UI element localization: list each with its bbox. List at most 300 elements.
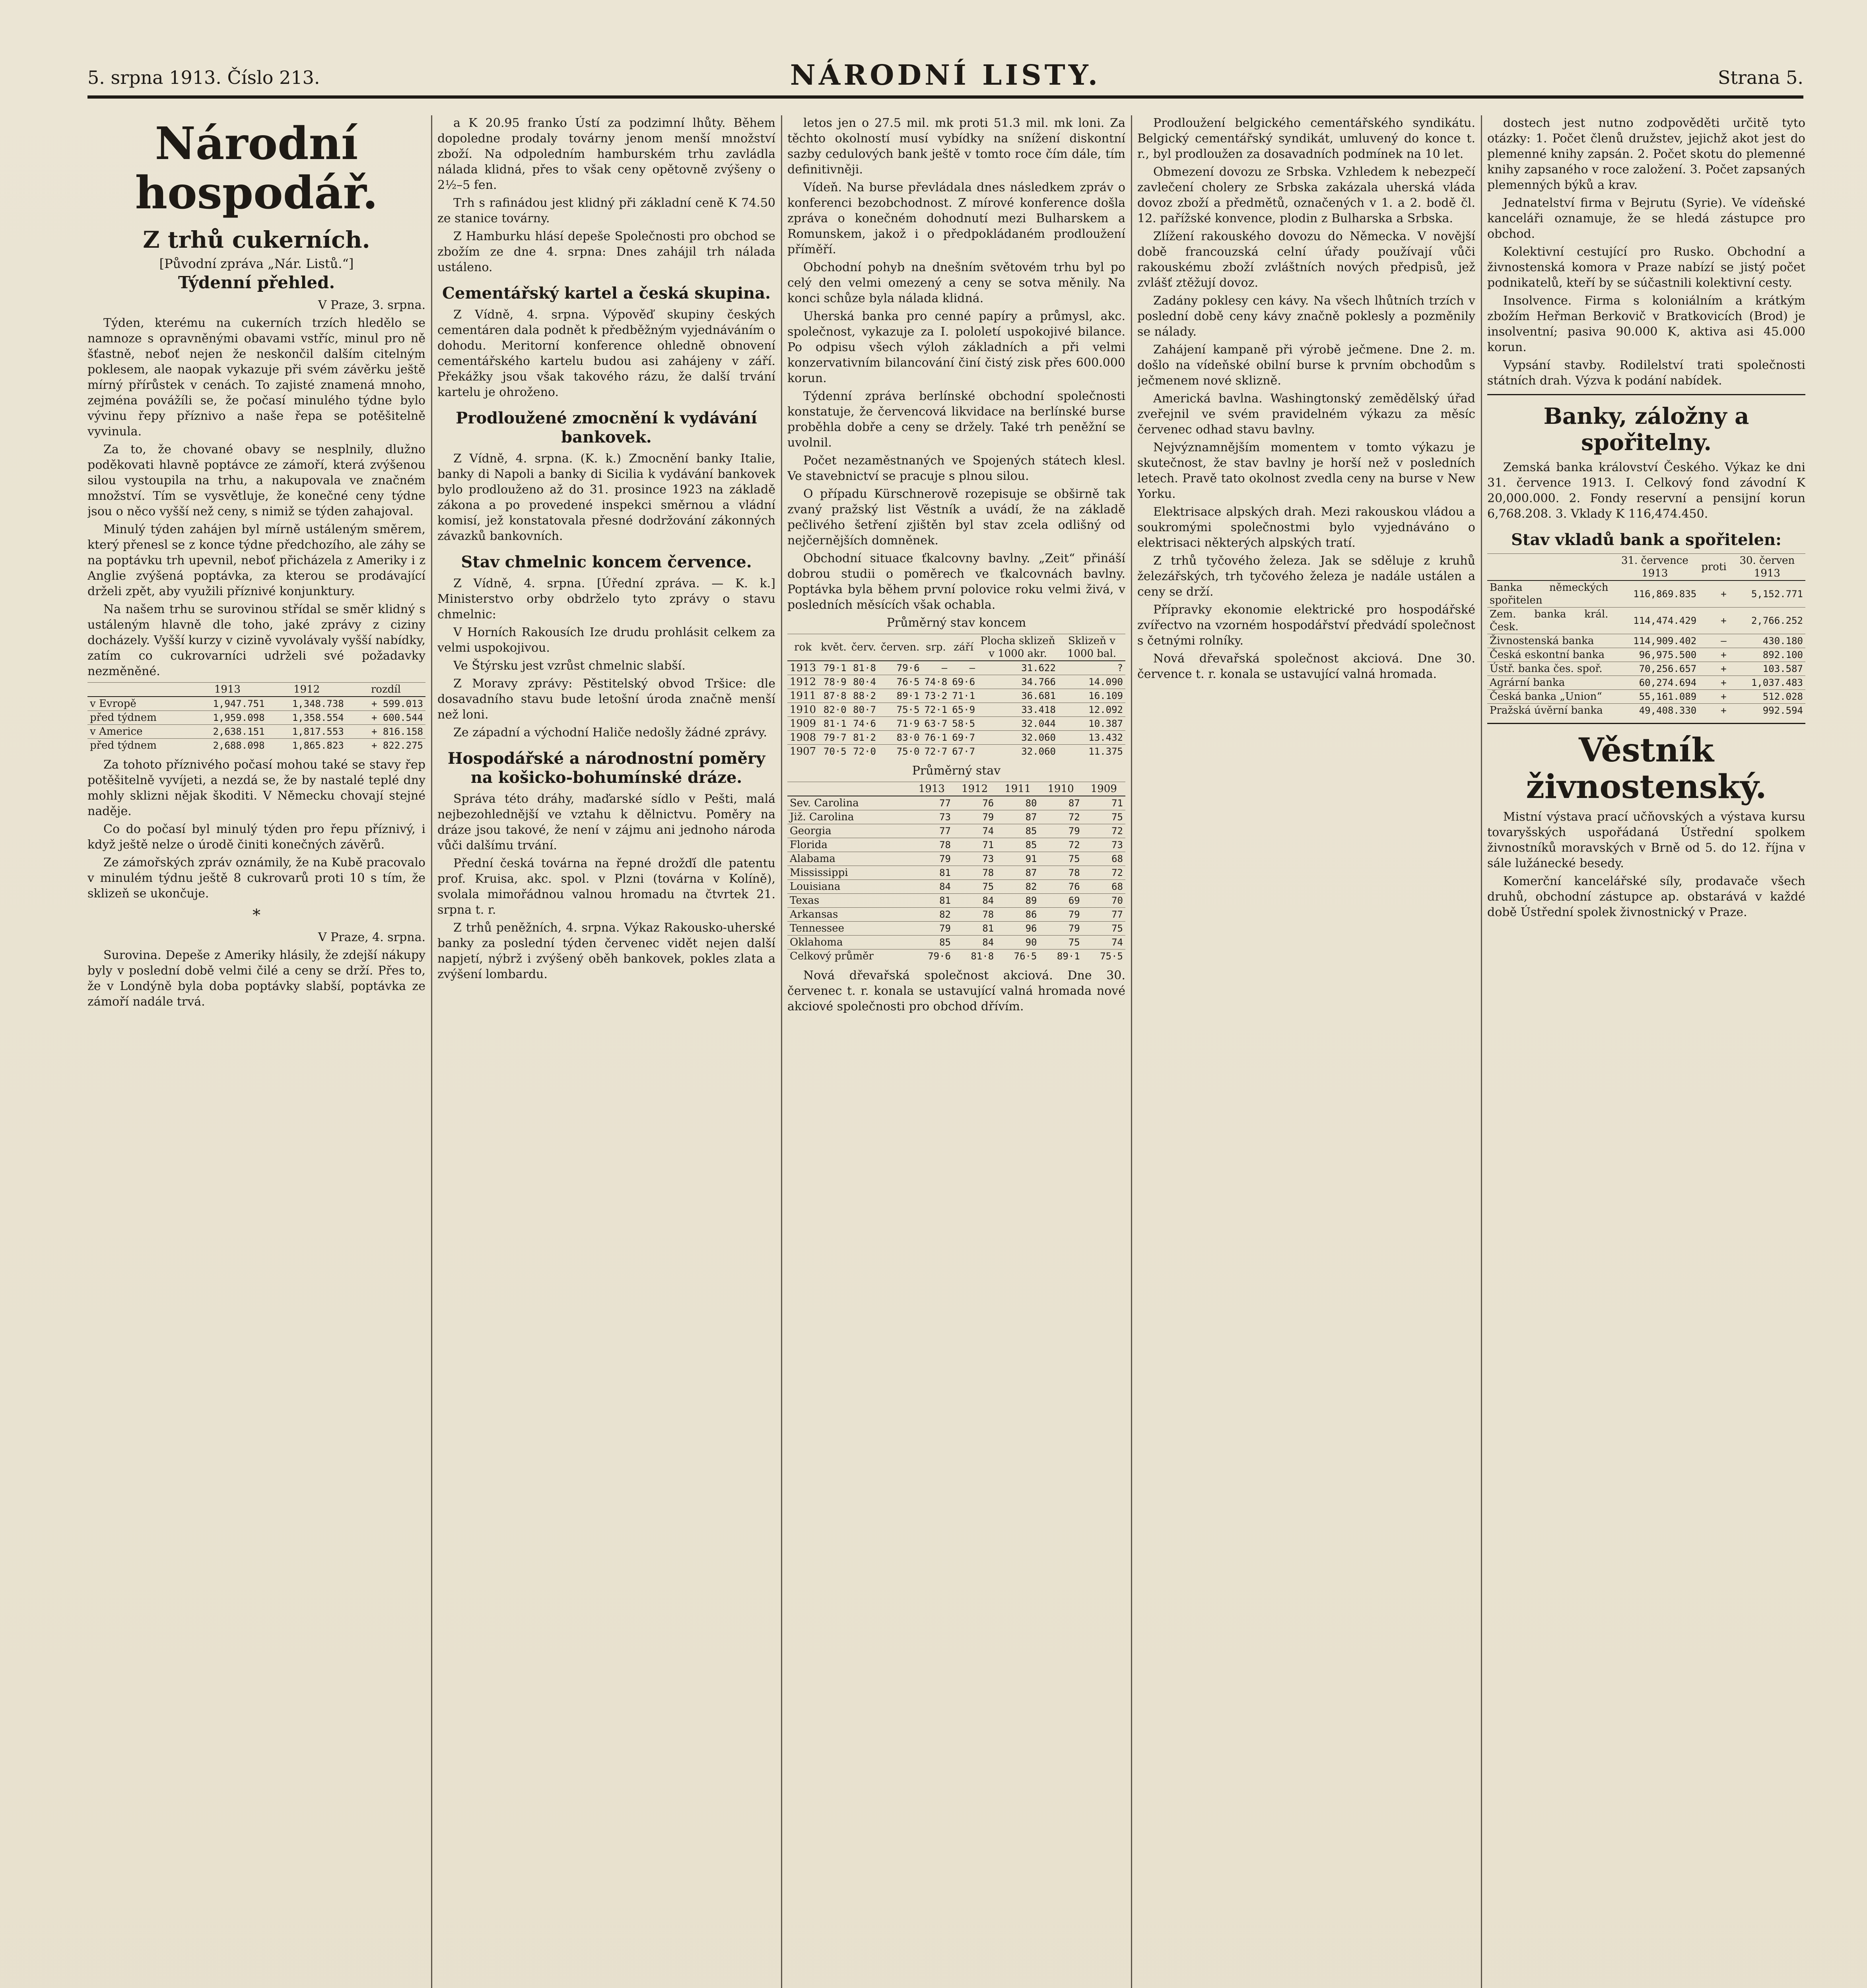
table-header <box>87 683 188 697</box>
table-cell: 1911 <box>787 689 818 703</box>
table-row <box>787 922 1125 936</box>
paragraph: Uherská banka pro cenné papíry a průmysl, akc. společnost, vykazuje za I. pololetí uspokojivé bilance. Po odpisu všech výloh základních a při velmi konzervativním bilancování činí čistý zisk přes 600.000 korun. <box>787 309 1125 385</box>
table-cell: 2,638.151 <box>188 725 267 739</box>
column-1 <box>87 115 425 1988</box>
table-cell: 78 <box>910 838 953 852</box>
table-cell: 16.109 <box>1058 689 1125 703</box>
table-row <box>787 661 1125 675</box>
paragraph: Z trhů tyčového železa. Jak se sděluje z kruhů železářských, trh tyčového železa je nadále ustálen a ceny se drží. <box>1137 554 1475 599</box>
table-cell: Česká eskontní banka <box>1487 648 1611 662</box>
table-caption: Průměrný stav <box>912 764 1001 778</box>
table-header: 1913 <box>910 782 953 796</box>
table-cell: 72 <box>1039 838 1082 852</box>
table-cell: 76 <box>1039 880 1082 894</box>
table-header: září <box>950 634 977 661</box>
table-cell: 91 <box>996 852 1039 866</box>
paragraph: Obchodní situace ťkalcovny bavlny. „Zeit“ přináší dobrou studii o poměrech ve ťkalcovnách bavlny. Poptávka byla během první polovice roku velmi živá, v posledních měsících však ochabla. <box>787 551 1125 612</box>
table-cell: 49,408.330 <box>1611 704 1699 718</box>
table-cell: + 816.158 <box>346 725 425 739</box>
table-cell: 89·1 <box>878 689 922 703</box>
table-cell: ? <box>1058 661 1125 675</box>
table-cell: 84 <box>953 894 996 908</box>
table-cell: 36.681 <box>977 689 1058 703</box>
paragraph: Z trhů peněžních, 4. srpna. Výkaz Rakousko-uherské banky za poslední týden červenec vidět nejen další napjetí, nýbrž i zvýšený oběh bankovek, pokles zlata a zvýšení lombardu. <box>437 921 775 981</box>
table-cell: 73·2 <box>922 689 950 703</box>
heading-banknotes: Prodloužené zmocnění k vydávání bankovek. <box>456 409 757 447</box>
table-cell: 81·8 <box>953 949 996 963</box>
table-row <box>787 936 1125 949</box>
table-row <box>1487 704 1805 718</box>
table-header: 31. července 1913 <box>1611 554 1699 581</box>
paragraph: Ze západní a východní Haliče nedošly žádné zprávy. <box>453 726 767 740</box>
table-row <box>787 824 1125 838</box>
table-row <box>787 703 1125 717</box>
table-cell: + <box>1699 676 1729 690</box>
table-cell: 114,474.429 <box>1611 608 1699 634</box>
table-cell: 1909 <box>787 717 818 731</box>
table-header: 1913 <box>188 683 267 697</box>
paragraph: letos jen o 27.5 mil. mk proti 51.3 mil. mk loni. Za těchto okolností musí vybídky na snížení diskontní sazby cedulových bank ještě v tomto roce čím dále, tím definitivněji. <box>787 116 1125 177</box>
table-cell: + <box>1699 608 1729 634</box>
table-cell: 31.622 <box>977 661 1058 675</box>
article-subhead: Týdenní přehled. <box>178 273 335 292</box>
table-cell: 1,817.553 <box>267 725 346 739</box>
paragraph: Zlížení rakouského dovozu do Německa. V novější době francouzská celní úřady používají vůči rakouskému zboží zvláštních nových předpisů, jež zvlášť ztěžují dovoz. <box>1137 229 1475 290</box>
bank-deposits-table <box>1487 553 1805 717</box>
table-cell: Georgia <box>787 824 910 838</box>
table-cell: 87·8 <box>818 689 849 703</box>
column-3 <box>787 115 1125 1988</box>
table-cell: 68 <box>1082 880 1125 894</box>
paragraph: Obchodní pohyb na dnešním světovém trhu byl po celý den velmi omezený a ceny se sotva měnily. Na konci schůze byla nálada klidná. <box>787 260 1125 305</box>
table-cell: Již. Carolina <box>787 810 910 824</box>
table-cell: Florida <box>787 838 910 852</box>
table-cell: 80·7 <box>849 703 878 717</box>
table-cell: 89 <box>996 894 1039 908</box>
paragraph: O případu Kürschnerově rozepisuje se obširně tak zvaný pražský list Věstník a uvádí, že na základě pečlivého šetření zjištěn byl stav zcela odlišný od nejčernějších domněnek. <box>787 487 1125 547</box>
table-cell: 77 <box>910 824 953 838</box>
table-cell: 79 <box>953 810 996 824</box>
table-cell: 81·2 <box>849 731 878 745</box>
table-cell: 79 <box>1039 824 1082 838</box>
paragraph: Jednatelství firma v Bejrutu (Syrie). Ve vídeňské kanceláři oznamuje, že se hledá zástupce pro obchod. <box>1487 196 1805 241</box>
paragraph: Vídeň. Na burse převládala dnes následkem zpráv o konferenci bezobchodnost. Z mírové konference došla zpráva o konečném dohodnutí mezi Bulharskem a Romunskem, jakož i o předpokládaném prodloužení příměří. <box>787 181 1125 256</box>
table-cell: 2,766.252 <box>1729 608 1805 634</box>
table-cell: 87 <box>996 810 1039 824</box>
table-cell: Louisiana <box>787 880 910 894</box>
table-cell: 13.432 <box>1058 731 1125 745</box>
heading-banks: Banky, záložny a spořitelny. <box>1543 403 1749 456</box>
paragraph: Zahájení kampaně při výrobě ječmene. Dne 2. m. došlo na vídeňské obilní burse k prvním obchodům s ječmenem nové sklizně. <box>1137 343 1475 388</box>
table-cell: 75 <box>953 880 996 894</box>
table-row <box>787 894 1125 908</box>
heading-cement-cartel: Cementářský kartel a česká skupina. <box>442 284 771 303</box>
paragraph: Na našem trhu se surovinou střídal se směr klidný s ustáleným hlavně dle toho, jaké zprávy z ciziny docházely. Vyšší kurzy v cizině vyvolávaly vyšší nabídky, zatím co cukrovarníci udrželi své požadavky nezměněné. <box>87 602 425 678</box>
table-cell: 79·1 <box>818 661 849 675</box>
table-row <box>787 717 1125 731</box>
table-cell: Texas <box>787 894 910 908</box>
sugar-stock-table <box>87 682 425 752</box>
table-cell: 1,865.823 <box>267 739 346 753</box>
table-cell: před týdnem <box>87 739 188 753</box>
table-row <box>787 675 1125 689</box>
table-cell: 74·8 <box>922 675 950 689</box>
table-cell: + <box>1699 704 1729 718</box>
table-cell: 70,256.657 <box>1611 662 1699 676</box>
table-cell: 1912 <box>787 675 818 689</box>
table-header: 1912 <box>953 782 996 796</box>
table-cell: 88·2 <box>849 689 878 703</box>
paragraph: Co do počasí byl minulý týden pro řepu příznivý, i když ještě nelze o úrodě činiti konečných závěrů. <box>87 822 425 852</box>
paragraph: Za tohoto příznivého počasí mohou také se stavy řep potěšitelně vyvíjeti, a nezdá se, že by nastalé teplé dny mohly sklizni nějak škoditi. V Německu chovají stejné naděje. <box>87 758 425 818</box>
dateline: V Praze, 3. srpna. <box>318 298 425 312</box>
table-cell: 1913 <box>787 661 818 675</box>
page-number: Strana 5. <box>1718 67 1803 88</box>
paragraph: a K 20.95 franko Ústí za podzimní lhůty. Během dopoledne prodaly továrny jenom menší množství zboží. Na odpoledním hamburském trhu zavládla nálada klidná, přes to však ceny opětovně zvýšeny o 2½–5 fen. <box>437 116 775 192</box>
paragraph: Z Vídně, 4. srpna. [Úřední zpráva. — K. k.] Ministerstvo orby obdrželo tyto zprávy o stavu chmelnic: <box>437 577 775 621</box>
table-header: 1910 <box>1039 782 1082 796</box>
heading-trade-bulletin: Věstník živnostenský. <box>1526 731 1767 806</box>
heading-hops: Stav chmelnic koncem července. <box>461 553 752 571</box>
table-header: 1909 <box>1082 782 1125 796</box>
table-cell: 82·0 <box>818 703 849 717</box>
table-cell: 85 <box>996 838 1039 852</box>
table-header: červen. <box>878 634 922 661</box>
table-row <box>1487 634 1805 648</box>
table-row <box>1487 580 1805 608</box>
paragraph: Za to, že chované obavy se nesplnily, dlužno poděkovati hlavně poptávce ze zámoří, která zvýšenou silou vystoupila na trhu, a nakupovala ve značném množství. Tím se vysvětluje, že konečné ceny týdne jsou o něco vyšší než ceny, s nimiž se týden zahajoval. <box>87 443 425 518</box>
paragraph: Nejvýznamnějším momentem v tomto výkazu je skutečnost, že stav bavlny je horší než v posledních letech. Pravě tato okolnost zvedla ceny na burse v New Yorku. <box>1137 441 1475 501</box>
table-cell: 60,274.694 <box>1611 676 1699 690</box>
table-cell: 71·9 <box>878 717 922 731</box>
table-row <box>787 745 1125 759</box>
table-cell: v Evropě <box>87 697 188 711</box>
table-cell: — <box>1699 634 1729 648</box>
table-cell: 73 <box>953 852 996 866</box>
separator-star: * <box>253 906 260 924</box>
table-cell: 32.060 <box>977 745 1058 759</box>
table-cell: 83·0 <box>878 731 922 745</box>
section-title: Národní hospodář. <box>135 118 378 219</box>
table-cell: 87 <box>1039 796 1082 810</box>
table-cell: 85 <box>910 936 953 949</box>
table-cell: 71 <box>953 838 996 852</box>
table-cell: 78 <box>953 866 996 880</box>
paragraph: Počet nezaměstnaných ve Spojených státech klesl. Ve stavebnictví se pracuje s plnou silou. <box>787 454 1125 483</box>
table-cell: 78 <box>1039 866 1082 880</box>
table-cell: + 600.544 <box>346 711 425 725</box>
table-cell: 992.594 <box>1729 704 1805 718</box>
paragraph: Vypsání stavby. Rodilelství trati společnosti státních drah. Výzva k podání nabídek. <box>1487 358 1805 388</box>
table-cell: 68 <box>1082 852 1125 866</box>
table-cell: Pražská úvěrní banka <box>1487 704 1611 718</box>
paragraph: Správa této dráhy, maďarské sídlo v Pešti, malá nejbezohlednější ve vztahu k dělnictvu. Poměry na dráze jsou takové, že není v zájmu ani jednoho národa vůči dalšímu trvání. <box>437 792 775 852</box>
table-cell: 116,869.835 <box>1611 580 1699 608</box>
paragraph: Nová dřevařská společnost akciová. Dne 30. červenec t. r. konala se ustavující valná hromada nové akciové společnosti pro obchod dřívím. <box>787 969 1125 1013</box>
table-cell: 90 <box>996 936 1039 949</box>
table-row <box>87 739 425 753</box>
table-cell: Alabama <box>787 852 910 866</box>
table-cell: 72·7 <box>922 745 950 759</box>
table-header: 30. červen 1913 <box>1729 554 1805 581</box>
table-header <box>787 782 910 796</box>
table-cell: 2,688.098 <box>188 739 267 753</box>
table-row <box>787 852 1125 866</box>
table-cell: 80·4 <box>849 675 878 689</box>
table-cell: Mississippi <box>787 866 910 880</box>
table-cell: Celkový průměr <box>787 949 910 963</box>
paragraph: Trh s rafinádou jest klidný při základní ceně K 74.50 ze stanice továrny. <box>437 196 775 225</box>
table-cell: 76 <box>953 796 996 810</box>
paragraph: Minulý týden zahájen byl mírně ustáleným směrem, který přenesl se z konce týdne předchozího, ale záhy se na poptávku trh upevnil, neboť přicházela z Ameriky i z Anglie zvýšená poptávka, za kterou se prodávající drželi zpět, aby využili příznivé konjunktury. <box>87 522 425 598</box>
table-cell: 78 <box>953 908 996 922</box>
table-cell: v Americe <box>87 725 188 739</box>
paragraph: Z Moravy zprávy: Pěstitelský obvod Tršice: dle dosavadního stavu bude letošní úroda značně menší než loni. <box>437 677 775 722</box>
cotton-condition-table <box>787 634 1125 758</box>
table-cell: 75·5 <box>878 703 922 717</box>
table-cell: 74·6 <box>849 717 878 731</box>
table-cell: 87 <box>996 866 1039 880</box>
table-cell: 55,161.089 <box>1611 690 1699 704</box>
table-cell: 34.766 <box>977 675 1058 689</box>
table-cell: 75·0 <box>878 745 922 759</box>
table-cell: 79·6 <box>910 949 953 963</box>
table-row <box>87 697 425 711</box>
dateline: V Praze, 4. srpna. <box>318 930 425 944</box>
table-cell: 892.100 <box>1729 648 1805 662</box>
page-header <box>87 60 1803 99</box>
paragraph: Z Vídně, 4. srpna. Výpověď skupiny českých cementáren dala podnět k předběžným vyjednáváním o dohodu. Meritorní konference ohledně obnovení cementářského kartelu budou asi zahájeny v září. Překážky jsou však takového rázu, že další trvání kartelu je ohroženo. <box>437 308 775 399</box>
table-row <box>787 880 1125 894</box>
table-cell: 69·6 <box>950 675 977 689</box>
heading-deposits: Stav vkladů bank a spořitelen: <box>1511 530 1782 549</box>
table-cell: 76·1 <box>922 731 950 745</box>
table-cell: 86 <box>996 908 1039 922</box>
cotton-states-table <box>787 782 1125 963</box>
table-row <box>787 866 1125 880</box>
paragraph: Elektrisace alpských drah. Mezi rakouskou vládou a soukromými společnostmi bylo vyjednáváno o elektrisaci některých alpských tratí. <box>1137 505 1475 550</box>
heading-railway: Hospodářské a národnostní poměry na košicko-bohumínské dráze. <box>447 749 765 787</box>
table-cell: 84 <box>953 936 996 949</box>
table-cell: 74 <box>953 824 996 838</box>
table-cell: 73 <box>1082 838 1125 852</box>
table-cell: 114,909.402 <box>1611 634 1699 648</box>
paragraph: Obmezení dovozu ze Srbska. Vzhledem k nebezpečí zavlečení cholery ze Srbska zakázala uherská vláda dovoz zboží a předmětů, označených v 1. a 2. bodě čl. 12. pařížské konvence, plodin z Bulharska a Srbska. <box>1137 165 1475 225</box>
table-cell: 80 <box>996 796 1039 810</box>
table-caption: Průměrný stav koncem <box>886 616 1026 630</box>
table-cell: — <box>922 661 950 675</box>
table-cell: 67·7 <box>950 745 977 759</box>
table-cell: 72·1 <box>922 703 950 717</box>
table-cell: 81·8 <box>849 661 878 675</box>
table-row <box>787 689 1125 703</box>
column-rule <box>431 115 432 1988</box>
table-cell: 5,152.771 <box>1729 580 1805 608</box>
table-cell: 11.375 <box>1058 745 1125 759</box>
table-cell: 103.587 <box>1729 662 1805 676</box>
paragraph: Insolvence. Firma s koloniálním a krátkým zbožím Heřman Berkovič v Bratkovicích (Brod) je insolventní; pasiva 90.000 K, aktiva asi 45.000 korun. <box>1487 294 1805 354</box>
table-cell: Banka německých spořitelen <box>1487 580 1611 608</box>
table-header: 1912 <box>267 683 346 697</box>
paragraph: Týden, kterému na cukerních trzích hledělo se namnoze s opravněnými obavami vstříc, minul pro ně šťastně, neboť nejen že neskončil dalším citelným poklesem, ale naopak vykazuje při svém závěrku ještě mírný přírůstek v cenách. To zajisté znamená mnoho, zejména povážíli se, že počasí minulého týdne bylo vývinu řepy příznivo a naše řepa se potěšitelně vyvinula. <box>87 316 425 439</box>
table-cell: 1,358.554 <box>267 711 346 725</box>
table-cell: Arkansas <box>787 908 910 922</box>
column-rule <box>1131 115 1132 1988</box>
table-cell: 10.387 <box>1058 717 1125 731</box>
article-title-sugar: Z trhů cukerních. <box>143 226 370 253</box>
table-header: srp. <box>922 634 950 661</box>
paragraph: Surovina. Depeše z Ameriky hlásily, že zdejší nákupy byly v poslední době velmi čilé a ceny se drží. Přes to, že v Londýně byla doba poptávky slabší, poptávka ze zámoří nadále trvá. <box>87 948 425 1009</box>
table-cell: + 822.275 <box>346 739 425 753</box>
table-cell: 75 <box>1082 810 1125 824</box>
table-cell: 71 <box>1082 796 1125 810</box>
table-cell: + <box>1699 580 1729 608</box>
table-cell: Živnostenská banka <box>1487 634 1611 648</box>
table-cell: 72 <box>1082 824 1125 838</box>
table-cell: Agrární banka <box>1487 676 1611 690</box>
table-cell: 81 <box>910 866 953 880</box>
table-cell: 69·7 <box>950 731 977 745</box>
table-cell: 512.028 <box>1729 690 1805 704</box>
table-cell: 76·5 <box>996 949 1039 963</box>
paragraph: Nová dřevařská společnost akciová. Dne 30. července t. r. konala se ustavující valná hromada. <box>1137 652 1475 681</box>
table-cell: Tennessee <box>787 922 910 936</box>
paragraph: Komerční kancelářské síly, prodavače všech druhů, obchodní zástupce ap. obstarává v každé době Ústřední spolek živnostnický v Praze. <box>1487 874 1805 919</box>
table-cell: 14.090 <box>1058 675 1125 689</box>
table-header: proti <box>1699 554 1729 581</box>
table-cell: Zem. banka král. Česk. <box>1487 608 1611 634</box>
paragraph: Přípravky ekonomie elektrické pro hospodářské zvířectvo na vzorném hospodářství předvádí společnost s četnými rolníky. <box>1137 603 1475 648</box>
table-cell: 63·7 <box>922 717 950 731</box>
table-cell: 75 <box>1039 936 1082 949</box>
table-cell: 96 <box>996 922 1039 936</box>
table-cell: 77 <box>910 796 953 810</box>
table-header: červ. <box>849 634 878 661</box>
table-cell: 79 <box>910 852 953 866</box>
table-cell: 96,975.500 <box>1611 648 1699 662</box>
divider <box>1487 723 1805 724</box>
table-cell: 77 <box>1082 908 1125 922</box>
table-row <box>1487 648 1805 662</box>
table-cell: 79·7 <box>818 731 849 745</box>
table-cell: 12.092 <box>1058 703 1125 717</box>
paragraph: Zemská banka království Českého. Výkaz ke dni 31. července 1913. I. Celkový fond závodní K 20,000.000. 2. Fondy reservní a pensijní korun 6,768.208. 3. Vklady K 116,474.450. <box>1487 460 1805 521</box>
table-cell: 84 <box>910 880 953 894</box>
table-cell: 82 <box>910 908 953 922</box>
table-row <box>1487 690 1805 704</box>
table-row <box>787 908 1125 922</box>
table-cell: Oklahoma <box>787 936 910 949</box>
table-cell: Ústř. banka čes. spoř. <box>1487 662 1611 676</box>
column-rule <box>1481 115 1482 1988</box>
table-cell: 81·1 <box>818 717 849 731</box>
paragraph: Ze zámořských zpráv oznámily, že na Kubě pracovalo v minulém týdnu ještě 8 cukrovarů proti 10 s tím, že sklizeň se ukončuje. <box>87 856 425 901</box>
table-row <box>787 838 1125 852</box>
column-rule <box>781 115 782 1988</box>
paragraph: Mistní výstava prací učňovských a výstava kursu tovaryšských uspořádaná Ústřední spolkem živnostníků moravských v Brně od 5. do 12. října v sále lužánecké besedy. <box>1487 810 1805 870</box>
table-row <box>787 810 1125 824</box>
table-row <box>787 731 1125 745</box>
table-cell: 72 <box>1039 810 1082 824</box>
table-cell: 79 <box>910 922 953 936</box>
table-cell: 1,348.738 <box>267 697 346 711</box>
table-cell: 1,037.483 <box>1729 676 1805 690</box>
table-cell: 72·0 <box>849 745 878 759</box>
table-cell: 74 <box>1082 936 1125 949</box>
table-cell: 1,959.098 <box>188 711 267 725</box>
table-header: Plocha sklizeň v 1000 akr. <box>977 634 1058 661</box>
paragraph: Zadány poklesy cen kávy. Na všech lhůtních trzích v poslední době ceny kávy značně poklesly a pozměnily se nálady. <box>1137 294 1475 339</box>
table-cell: 78·9 <box>818 675 849 689</box>
paragraph: Prodloužení belgického cementářského syndikátu. Belgický cementářský syndikát, umluvený do konce t. r., byl prodloužen za dosavadních podmínek na 10 let. <box>1137 116 1475 161</box>
paragraph: dostech jest nutno zodpověděti určitě tyto otázky: 1. Počet členů družstev, jejichž akot jest do plemenné knihy zapsán. 2. Počet skotu do plemenné knihy zapsaného v roce založení. 3. Počet zapsaných plemenných býků a krav. <box>1487 116 1805 192</box>
table-row <box>87 711 425 725</box>
table-cell: + <box>1699 648 1729 662</box>
paragraph: Americká bavlna. Washingtonský zemědělský úřad zveřejnil ve svém pravidelném výkazu za měsíc červenec odhad stavu bavlny. <box>1137 392 1475 437</box>
table-cell: 81 <box>910 894 953 908</box>
table-cell: 70·5 <box>818 745 849 759</box>
table-cell: + <box>1699 662 1729 676</box>
table-cell: 430.180 <box>1729 634 1805 648</box>
divider <box>1487 394 1805 395</box>
table-cell: 32.044 <box>977 717 1058 731</box>
table-cell: 75 <box>1039 852 1082 866</box>
table-cell: 79 <box>1039 922 1082 936</box>
table-cell: 85 <box>996 824 1039 838</box>
table-cell: 73 <box>910 810 953 824</box>
column-5 <box>1487 115 1805 1988</box>
table-cell: Sev. Carolina <box>787 796 910 810</box>
paragraph: Z Hamburku hlásí depeše Společnosti pro obchod se zbožím ze dne 4. srpna: Dnes zahájil trh nálada ustáleno. <box>437 229 775 274</box>
table-cell: 89·1 <box>1039 949 1082 963</box>
table-cell: 76·5 <box>878 675 922 689</box>
table-header: Sklizeň v 1000 bal. <box>1058 634 1125 661</box>
table-row <box>87 725 425 739</box>
table-cell: 65·9 <box>950 703 977 717</box>
paragraph: Ve Štýrsku jest vzrůst chmelnic slabší. <box>453 659 686 673</box>
masthead-title: NÁRODNÍ LISTY. <box>790 58 1101 91</box>
table-cell: Česká banka „Union“ <box>1487 690 1611 704</box>
table-row <box>1487 662 1805 676</box>
issue-date: 5. srpna 1913. Číslo 213. <box>87 67 320 88</box>
table-cell: 58·5 <box>950 717 977 731</box>
table-cell: 1,947.751 <box>188 697 267 711</box>
table-cell: 33.418 <box>977 703 1058 717</box>
table-cell: 82 <box>996 880 1039 894</box>
paragraph: Přední česká továrna na řepné drožďí dle patentu prof. Kruisa, akc. spol. v Plzni (továrna v Kolíně), svolala mimořádnou valnou hromadu na čtvrtek 21. srpna t. r. <box>437 856 775 917</box>
table-cell: + 599.013 <box>346 697 425 711</box>
table-header: rozdíl <box>346 683 425 697</box>
table-cell: 79·6 <box>878 661 922 675</box>
paragraph: Týdenní zpráva berlínské obchodní společnosti konstatuje, že červencová likvidace na berlínské burse proběhla dobře a ceny se držely. Také trh peněžní se uvolnil. <box>787 389 1125 450</box>
table-header: květ. <box>818 634 849 661</box>
column-4 <box>1137 115 1475 1988</box>
table-cell: 1908 <box>787 731 818 745</box>
table-cell: 32.060 <box>977 731 1058 745</box>
table-row <box>1487 676 1805 690</box>
table-row <box>1487 608 1805 634</box>
table-cell: před týdnem <box>87 711 188 725</box>
table-row <box>787 796 1125 810</box>
table-cell: + <box>1699 690 1729 704</box>
table-cell: 81 <box>953 922 996 936</box>
table-header: rok <box>787 634 818 661</box>
table-cell: 69 <box>1039 894 1082 908</box>
paragraph: Z Vídně, 4. srpna. (K. k.) Zmocnění banky Italie, banky di Napoli a banky di Sicilia k vydávání bankovek bylo prodlouženo až do 31. prosince 1923 na základě zákona a po provedené inspekci směrnou a vládní komisí, jež konstatovala přesné dodržování zákonných závazků bankovních. <box>437 452 775 543</box>
table-row <box>787 949 1125 963</box>
article-source: [Původní zpráva „Nár. Listů.“] <box>159 256 354 271</box>
table-cell: 1907 <box>787 745 818 759</box>
